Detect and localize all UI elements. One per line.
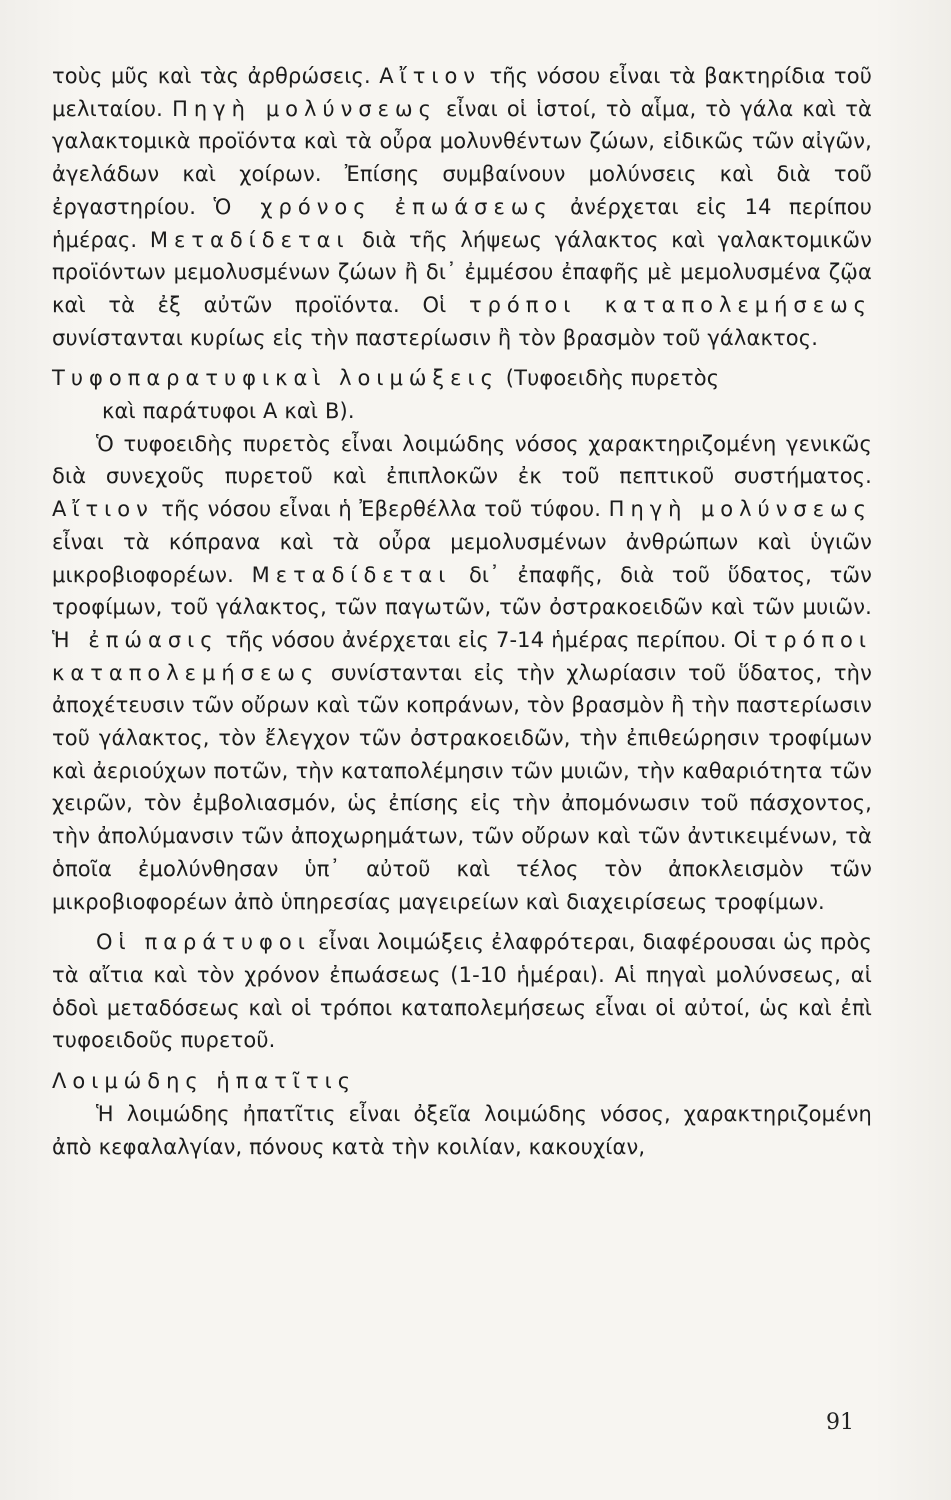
term-paratyphoi: Οἱ παράτυφοι: [96, 930, 311, 955]
text: Ὁ τυφοειδὴς πυρετὸς εἶναι λοιμώδης νόσος χαρακτηριζομένη γενικῶς διὰ συνεχοῦς πυρετοῦ καὶ ἐπιπλοκῶν ἐκ τοῦ πεπτικοῦ συστήματος.: [52, 431, 872, 489]
term-aition: Αἴτιον: [52, 497, 154, 522]
text: τῆς νόσου ἀνέρχεται εἰς 7-14 ἡμέρας περίπου. Οἱ: [225, 627, 758, 652]
text: εἶναι λοιμώξεις ἐλαφρότεραι, διαφέρουσαι ὡς πρὸς τὰ αἴτια καὶ τὸν χρόνον ἐπωάσεως (1-10 ἡμέραι). Αἱ πηγαὶ μολύνσεως, αἱ ὁδοὶ μεταδόσεως καὶ οἱ τρόποι καταπολεμήσεως εἶναι οἱ αὐτοί, ὡς καὶ ἐπὶ τυφοειδοῦς πυρετοῦ.: [52, 930, 873, 1053]
text: τοὺς μῦς καὶ τὰς ἀρθρώσεις.: [52, 64, 371, 88]
section-heading-hepatitis: [52, 1065, 872, 1098]
text: δι᾽ ἐπαφῆς, διὰ τοῦ ὕδατος, τῶν τροφίμων, τοῦ γάλακτος, τῶν παγωτῶν, τῶν ὀστρακοειδῶν καὶ τῶν μυιῶν.: [52, 562, 873, 620]
heading-hepatitis: Λοιμώδης ἡπατῖτις: [52, 1069, 357, 1094]
text: διὰ τῆς λήψεως γάλακτος καὶ γαλακτομικῶν προϊόντων μεμολυσμένων ζώων ἢ δι᾽ ἐμμέσου ἐπαφῆς μὲ μεμολυσμένα ζῷα καὶ τὰ ἐξ αὐτῶν προϊόντα. Οἱ: [52, 227, 872, 317]
term-metadidetai: Μεταδίδεται: [149, 227, 350, 252]
paragraph-hepatitis: [52, 1098, 872, 1163]
term-chronos-epoaseos: Ὁ χρόνος ἐπωάσεως: [213, 194, 553, 219]
paragraph-brucellosis: [52, 60, 872, 354]
term-aition: Αἴτιον: [379, 64, 482, 88]
text: ἀνέρχεται εἰς 14 περίπου ἡμέρας.: [52, 194, 873, 252]
text: τῆς νόσου εἶναι ἡ Ἐβερθέλλα τοῦ τύφου.: [161, 497, 602, 522]
heading-rest: (Τυφοειδὴς πυρετὸς: [505, 366, 720, 391]
section-heading-typhoid: [52, 362, 872, 395]
section-heading-line2: [52, 395, 872, 428]
term-tropoi: τρόποι καταπολεμήσεως: [468, 292, 872, 317]
paragraph-paratyphoid: [52, 926, 872, 1057]
term-metadidetai: Μεταδίδεται: [251, 562, 452, 587]
text: Ἡ λοιμώδης ἠπατῖτις εἶναι ὀξεῖα λοιμώδης νόσος, χαρακτηριζομένη ἀπὸ κεφαλαλγίαν, πόνους κατὰ τὴν κοιλίαν, κακουχίαν,: [52, 1101, 872, 1159]
term-pigi-molynseos: Πηγὴ μολύνσεως: [608, 497, 873, 522]
paragraph-typhoid: [52, 428, 872, 919]
term-epoasis: Ἡ ἐπώασις: [52, 627, 219, 652]
text: εἶναι οἱ ἱστοί, τὸ αἷμα, τὸ γάλα καὶ τὰ γαλακτομικὰ προϊόντα καὶ τὰ οὖρα μολυνθέντων ζώων, εἰδικῶς τῶν αἰγῶν, ἀγελάδων καὶ χοίρων. Ἐπίσης συμβαίνουν μολύνσεις καὶ διὰ τοῦ ἐργαστηρίου.: [52, 96, 873, 219]
page-number: 91: [826, 1410, 854, 1435]
heading-spaced: Τυφοπαρατυφικαὶ λοιμώξεις: [52, 366, 499, 391]
text: συνίστανται κυρίως εἰς τὴν παστερίωσιν ἢ τὸν βρασμὸν τοῦ γάλακτος.: [52, 325, 819, 350]
text: συνίστανται εἰς τὴν χλωρίασιν τοῦ ὕδατος, τὴν ἀποχέτευσιν τῶν οὔρων καὶ τῶν κοπράνων, τὸν βρασμὸν ἢ τὴν παστερίωσιν τοῦ γάλακτος, τὸν ἔλεγχον τῶν ὀστρακοειδῶν, τὴν ἐπιθεώρησιν τροφίμων καὶ ἀεριούχων ποτῶν, τὴν καταπολέμησιν τῶν μυιῶν, τὴν καθαριότητα τῶν χειρῶν, τὸν ἐμβολιασμόν, ὡς ἐπίσης εἰς τὴν ἀπομόνωσιν τοῦ πάσχοντος, τὴν ἀπολύμανσιν τῶν ἀποχωρημάτων, τῶν οὔρων καὶ τῶν ἀντικειμένων, τὰ ὁποῖα ἐμολύνθησαν ὑπ᾽ αὐτοῦ καὶ τέλος τὸν ἀποκλεισμὸν τῶν μικροβιοφορέων ἀπὸ ὑπηρεσίας μαγειρείων καὶ διαχειρίσεως τροφίμων.: [52, 660, 872, 914]
text: εἶναι τὰ κόπρανα καὶ τὰ οὖρα μεμολυσμένων ἀνθρώπων καὶ ὑγιῶν μικροβιοφορέων.: [52, 529, 872, 587]
term-tropoi: τρόποι καταπολεμήσεως: [52, 627, 873, 685]
text: τῆς νόσου εἶναι τὰ βακτηρίδια τοῦ μελιταίου.: [52, 64, 872, 121]
text-block: [52, 60, 872, 1163]
term-pigi-molynseos: Πηγὴ μολύνσεως: [172, 96, 437, 121]
heading-line2: καὶ παράτυφοι Α καὶ Β).: [102, 399, 355, 424]
